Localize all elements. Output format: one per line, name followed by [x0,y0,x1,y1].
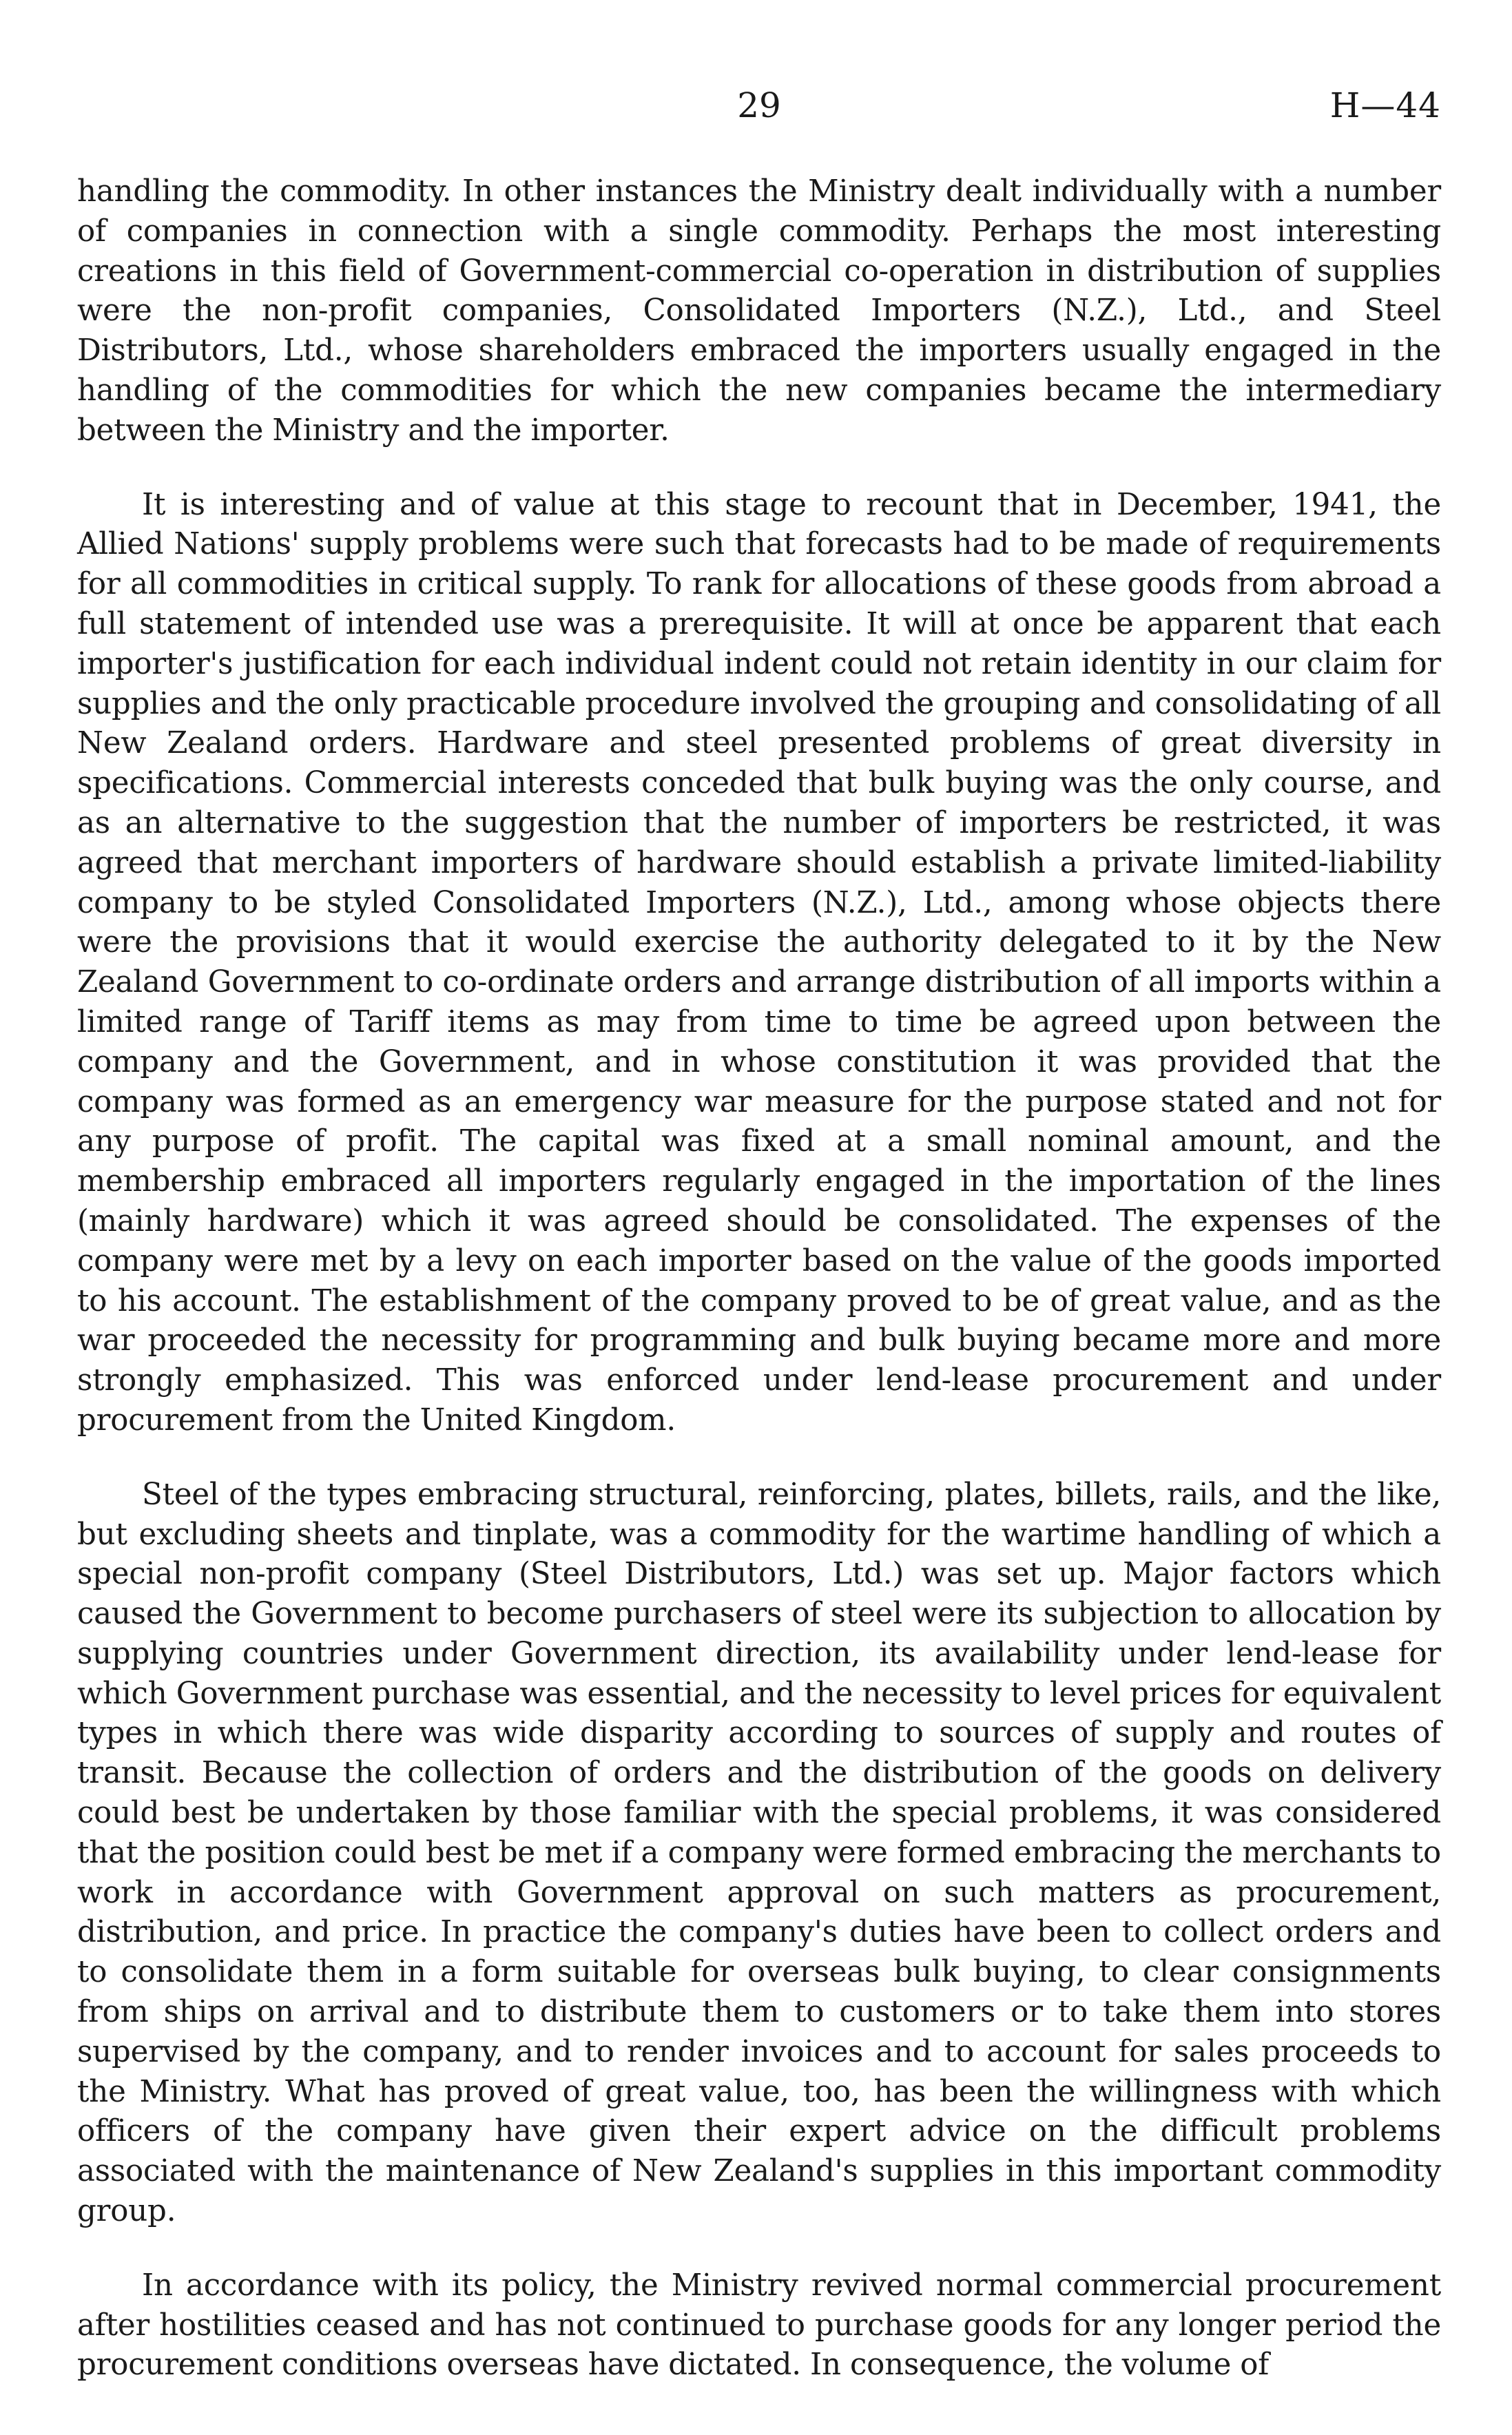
paragraph-continued: handling the commodity. In other instances the Ministry dealt individually with a number of companies in connection with a single commodity. Perhaps the most interesting creations in this field of Government-commercial co-operation in distribution of supplies were the non-profit companies, Consolidated Importers (N.Z.), Ltd., and Steel Distributors, Ltd., whose shareholders embraced the importers usually engaged in the handling of the commodities for which the new companies became the intermediary between the Ministry and the importer. [77,174,1441,448]
paragraph-consolidated-importers: It is interesting and of value at this stage to recount that in December, 1941, the Allied Nations' supply problems were such that forecasts had to be made of requirements for all commodities in critical supply. To rank for allocations of these goods from abroad a full statement of intended use was a prerequisite. It will at once be apparent that each importer's justification for each individual indent could not retain identity in our claim for supplies and the only practicable procedure involved the grouping and consolidating of all New Zealand orders. Hardware and steel presented problems of great diversity in specifications. Commercial interests conceded that bulk buying was the only course, and as an alternative to the suggestion that the number of importers be restricted, it was agreed that merchant importers of hardware should establish a private limited-liability company to be styled Consolidated Importers (N.Z.), Ltd., among whose objects there were the provisions that it would exercise the authority delegated to it by the New Zealand Government to co-ordinate orders and arrange distribution of all imports within a limited range of Tariff items as may from time to time be agreed upon between the company and the Government, and in whose constitution it was provided that the company was formed as an emergency war measure for the purpose stated and not for any purpose of profit. The capital was fixed at a small nominal amount, and the membership embraced all importers regularly engaged in the importation of the lines (mainly hardware) which it was agreed should be consolidated. The expenses of the company were met by a levy on each importer based on the value of the goods imported to his account. The establishment of the company proved to be of great value, and as the war proceeded the necessity for programming and bulk buying became more and more strongly emphasized. This was enforced under lend-lease procurement and under procurement from the United Kingdom. [77,487,1441,1438]
page-number: 29 [737,85,781,125]
page-header [77,81,1441,129]
paragraph-steel-distributors: Steel of the types embracing structural, reinforcing, plates, billets, rails, and the like, but excluding sheets and tinplate, was a commodity for the wartime handling of which a special non-profit company (Steel Distributors, Ltd.) was set up. Major factors which caused the Government to become purchasers of steel were its subjection to allocation by supplying countries under Government direction, its availability under lend-lease for which Government purchase was essential, and the necessity to level prices for equivalent types in which there was wide disparity according to sources of supply and routes of transit. Because the collection of orders and the distribution of the goods on delivery could best be undertaken by those familiar with the special problems, it was considered that the position could best be met if a company were formed embracing the merchants to work in accordance with Government approval on such matters as procurement, distribution, and price. In practice the company's duties have been to collect orders and to consolidate them in a form suitable for overseas bulk buying, to clear consignments from ships on arrival and to distribute them to customers or to take them into stores supervised by the company, and to render invoices and to account for sales proceeds to the Ministry. What has proved of great value, too, has been the willingness with which officers of the company have given their expert advice on the difficult problems associated with the maintenance of New Zealand's supplies in this important commodity group. [77,1477,1441,2229]
document-code: H—44 [1329,85,1441,125]
body-text [77,172,1441,2420]
paragraph-normal-procurement: In accordance with its policy, the Ministry revived normal commercial procurement after hostilities ceased and has not continued to purchase goods for any longer period the procurement conditions overseas have dictated. In consequence, the volume of [77,2268,1441,2383]
